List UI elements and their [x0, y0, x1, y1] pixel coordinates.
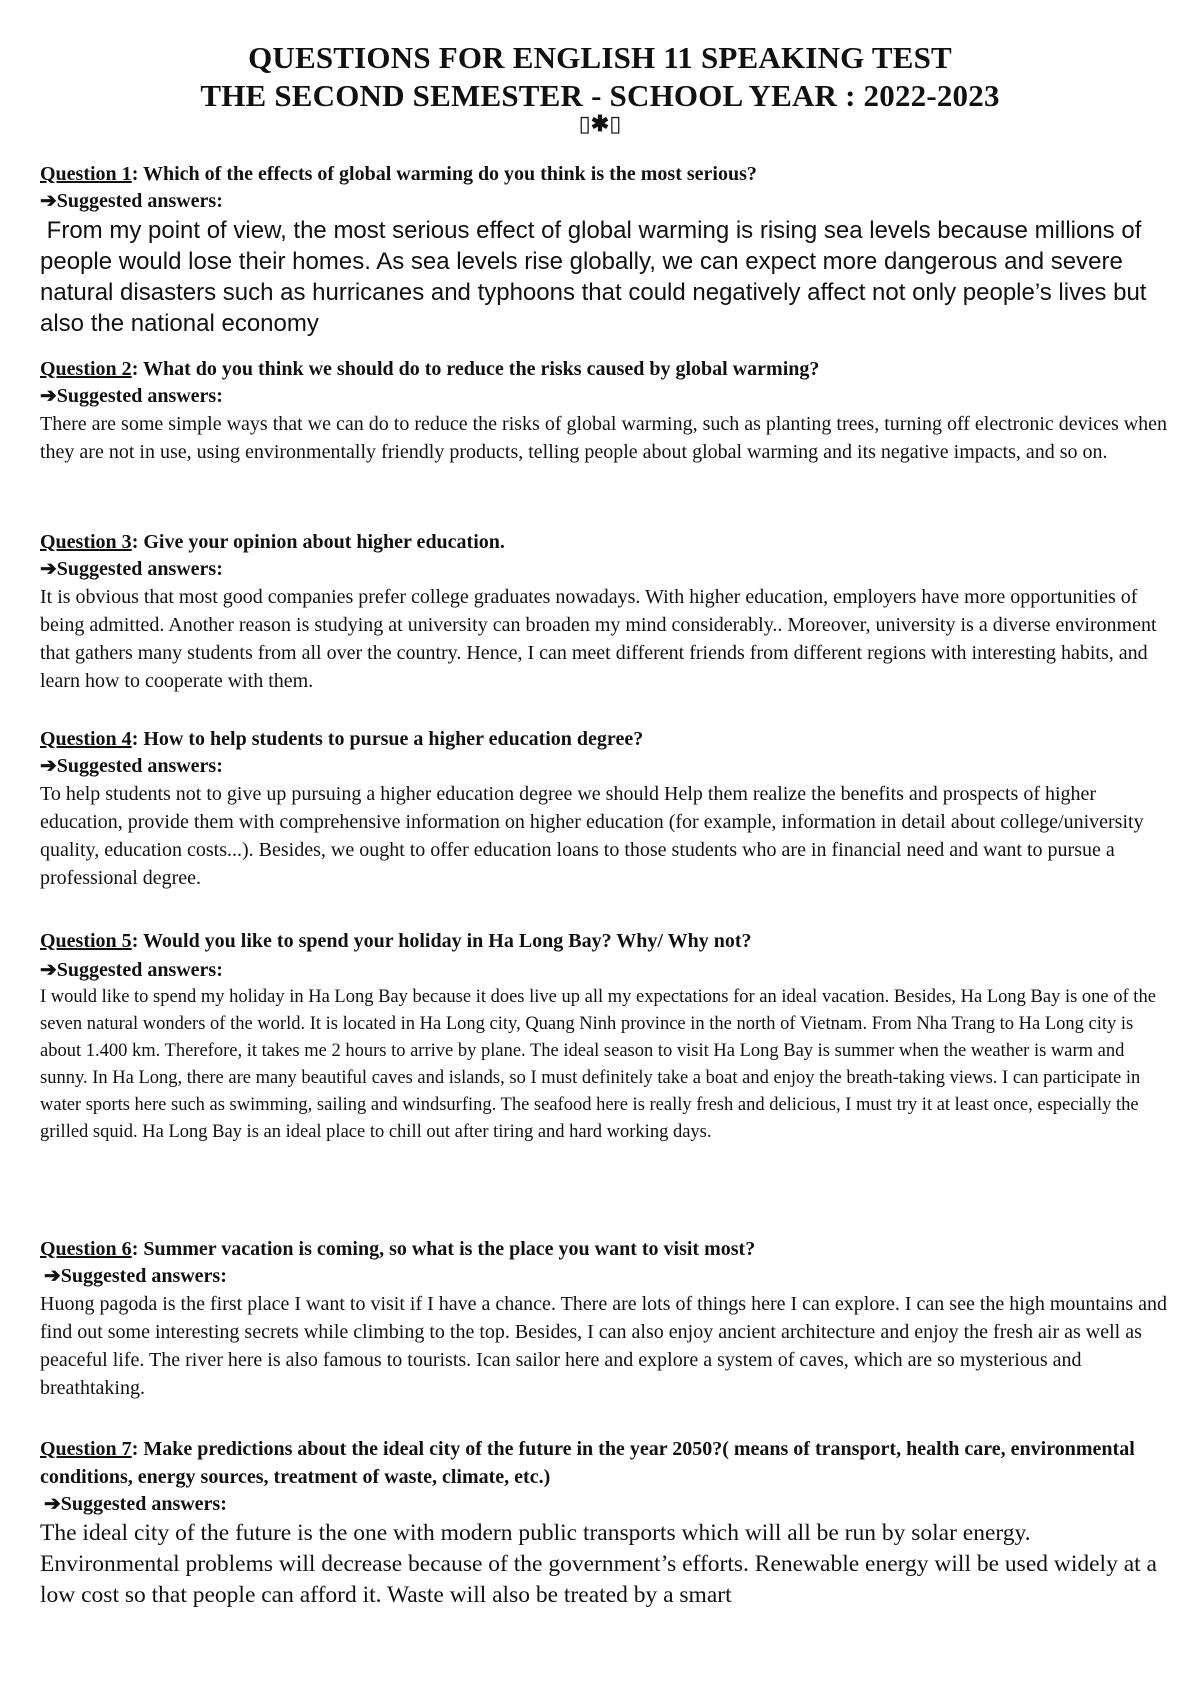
question-heading: [40, 160, 1170, 188]
question-heading: [40, 528, 1170, 556]
question-text: : How to help students to pursue a higher education degree?: [131, 728, 644, 750]
question-text: : Which of the effects of global warming do you think is the most serious?: [131, 163, 757, 185]
suggested-answers-label: ➔Suggested answers:: [40, 190, 223, 212]
suggested-answers-label: ➔Suggested answers:: [44, 1265, 227, 1287]
question-heading: [40, 725, 1170, 753]
answer-text: Huong pagoda is the first place I want to visit if I have a chance. There are lots of things here I can explore. I can see the high mountains and find out some interesting secrets while climbing to the top. Besides, I can also enjoy ancient architecture and enjoy the fresh air as well as peaceful life. The river here is also famous to tourists. Ican sailor here and explore a system of caves, which are so mysterious and breathtaking.: [40, 1293, 1168, 1399]
suggested-answers-label: ➔Suggested answers:: [40, 385, 223, 407]
answer-text: From my point of view, the most serious effect of global warming is rising sea levels because millions of people would lose their homes. As sea levels rise globally, we can expect more dangerous and severe natural disasters such as hurricanes and typhoons that could negatively affect not only people’s lives but also the national economy: [40, 217, 1154, 337]
question-text: : Would you like to spend your holiday in Ha Long Bay? Why/ Why not?: [131, 930, 752, 952]
question-text: : Give your opinion about higher education.: [131, 531, 505, 553]
question-heading: [40, 1235, 1170, 1263]
question-text: : Summer vacation is coming, so what is the place you want to visit most?: [131, 1238, 756, 1260]
question-block-7: [40, 1435, 1170, 1611]
answer-text: I would like to spend my holiday in Ha Long Bay because it does live up all my expectations for an ideal vacation. Besides, Ha Long Bay is one of the seven natural wonders of the world. It is located in Ha Long city, Quang Ninh province in the north of Vietnam. From Nha Trang to Ha Long city is about 1.400 km. Therefore, it takes me 2 hours to arrive by plane. The ideal season to visit Ha Long Bay is summer when the weather is warm and sunny. In Ha Long, there are many beautiful caves and islands, so I must definitely take a boat and enjoy the breath-taking views. I can participate in water sports here such as swimming, sailing and windsurfing. The seafood here is really fresh and delicious, I must try it at least once, especially the grilled squid. Ha Long Bay is an ideal place to chill out after tiring and hard working days.: [40, 987, 1156, 1142]
question-block-1: [40, 160, 1170, 339]
question-block-4: [40, 725, 1170, 892]
answer-text: The ideal city of the future is the one with modern public transports which will all be run by solar energy. Environmental problems will decrease because of the government’s efforts. Renewable energy will be used widely at a low cost so that people can afford it. Waste will also be treated by a smart: [40, 1520, 1157, 1608]
question-label: Question 5: [40, 930, 132, 952]
question-heading: [40, 927, 1170, 955]
document-title: QUESTIONS FOR ENGLISH 11 SPEAKING TEST: [248, 40, 952, 75]
question-block-3: [40, 528, 1170, 695]
question-heading: [40, 355, 1170, 383]
suggested-answers-label: ➔Suggested answers:: [44, 1493, 227, 1515]
suggested-answers-label: ➔Suggested answers:: [40, 755, 223, 777]
ornament-divider: ▯✱▯: [578, 111, 622, 136]
question-block-5: [40, 927, 1170, 1146]
question-label: Question 7: [40, 1438, 132, 1460]
question-heading: [40, 1435, 1170, 1491]
answer-text: It is obvious that most good companies prefer college graduates nowadays. With higher education, employers have more opportunities of being admitted. Another reason is studying at university can broaden my mind considerably.. Moreover, university is a diverse environment that gathers many students from all over the country. Hence, I can meet different friends from different regions with interesting habits, and learn how to cooperate with them.: [40, 586, 1157, 692]
question-block-6: [40, 1235, 1170, 1402]
question-label: Question 6: [40, 1238, 132, 1260]
question-label: Question 1: [40, 163, 132, 185]
suggested-answers-label: ➔Suggested answers:: [40, 959, 223, 981]
question-block-2: [40, 355, 1170, 466]
question-text: : Make predictions about the ideal city of the future in the year 2050?( means of transport, health care, environmental conditions, energy sources, treatment of waste, climate, etc.): [40, 1438, 1135, 1488]
answer-text: To help students not to give up pursuing a higher education degree we should Help them realize the benefits and prospects of higher education, provide them with comprehensive information on higher education (for example, information in detail about college/university quality, education costs...). Besides, we ought to offer education loans to those students who are in financial need and want to pursue a professional degree.: [40, 783, 1144, 889]
question-label: Question 2: [40, 358, 132, 380]
suggested-answers-label: ➔Suggested answers:: [40, 558, 223, 580]
question-label: Question 4: [40, 728, 132, 750]
question-text: : What do you think we should do to reduce the risks caused by global warming?: [131, 358, 820, 380]
answer-text: There are some simple ways that we can do to reduce the risks of global warming, such as planting trees, turning off electronic devices when they are not in use, using environmentally friendly products, telling people about global warming and its negative impacts, and so on.: [40, 413, 1168, 463]
document-subtitle: THE SECOND SEMESTER - SCHOOL YEAR : 2022-2023: [200, 78, 1000, 113]
question-label: Question 3: [40, 531, 132, 553]
